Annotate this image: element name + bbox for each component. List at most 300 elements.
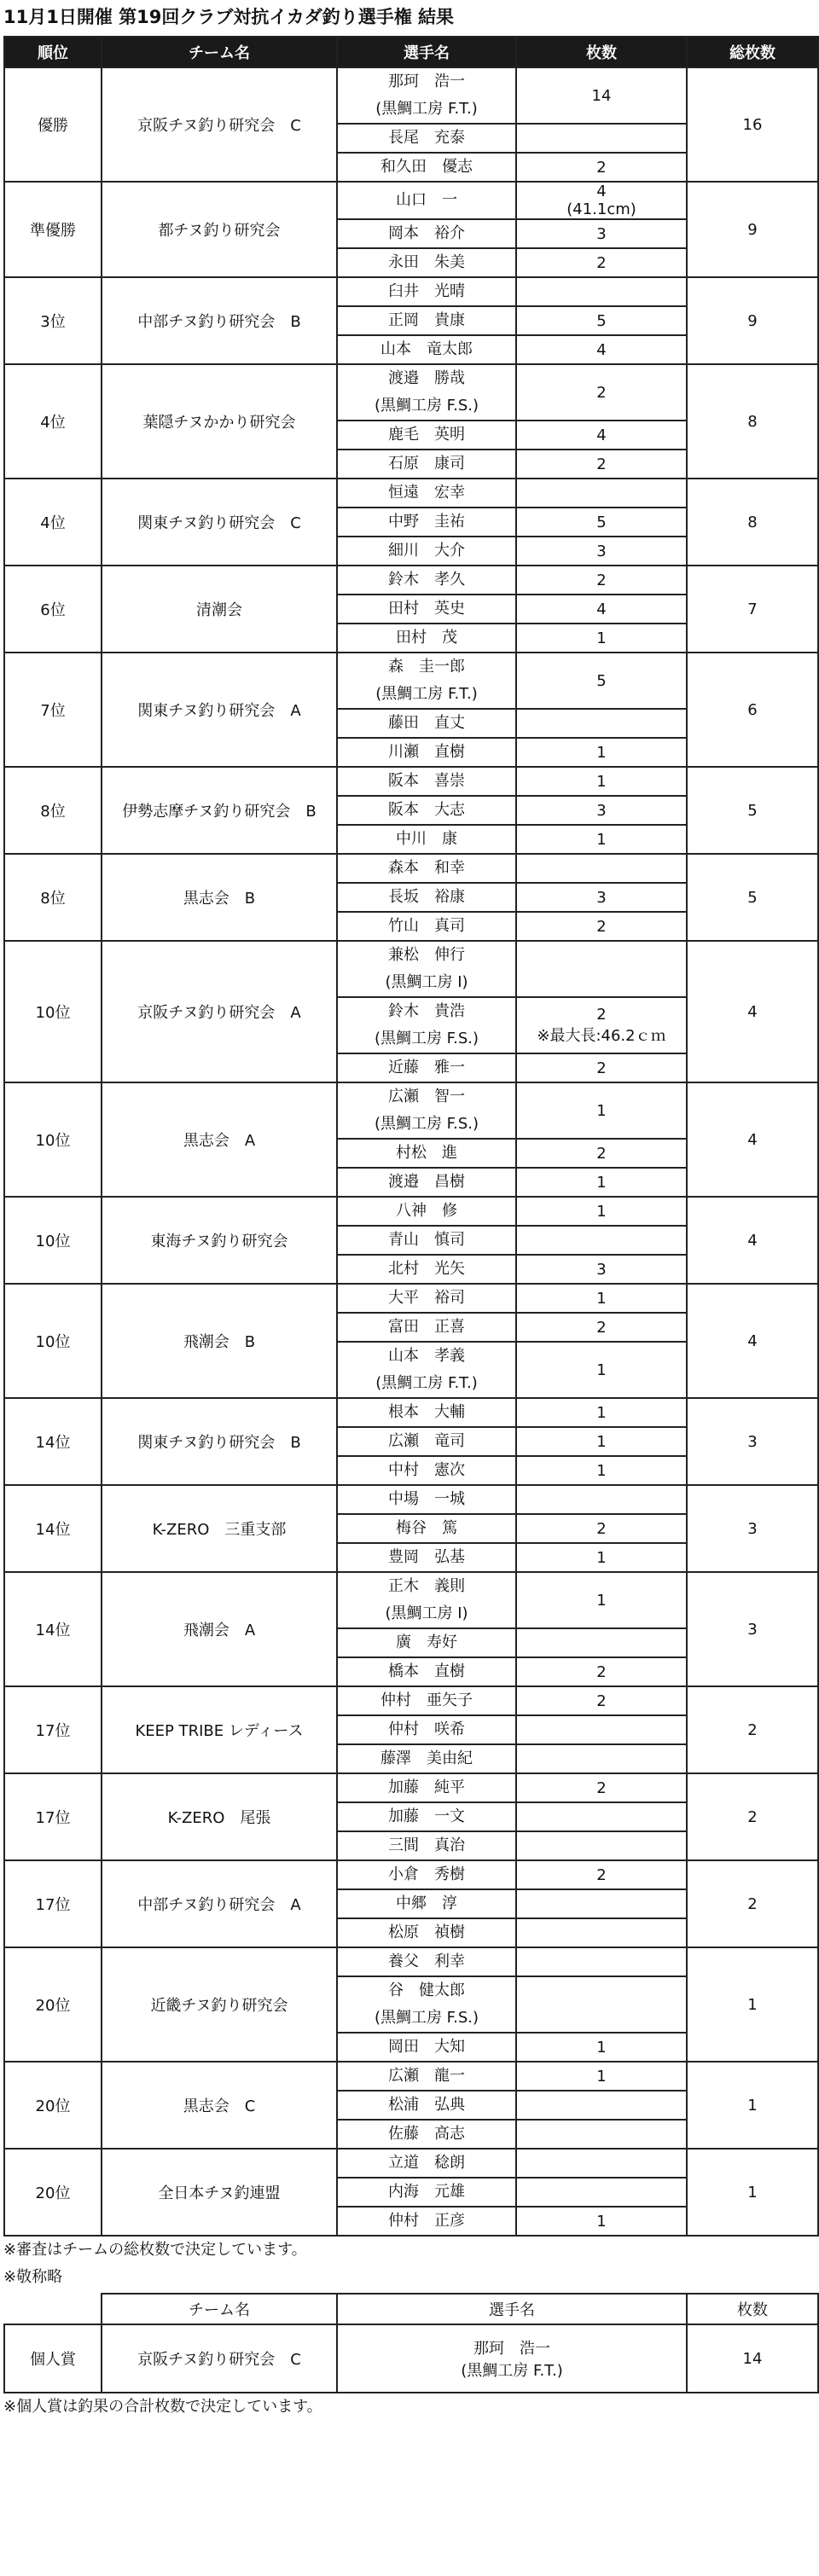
player-name: 中村 憲次	[388, 1461, 465, 1479]
rank-cell: 14位	[4, 1398, 102, 1485]
table-row	[4, 1398, 818, 1427]
count-cell	[516, 1715, 687, 1744]
table-row	[4, 1860, 818, 1889]
results-table	[3, 36, 819, 2237]
player-cell	[337, 1976, 516, 2033]
player-cell	[337, 1657, 516, 1686]
rank-cell: 4位	[4, 364, 102, 479]
table-row	[4, 182, 818, 219]
table-row	[4, 1947, 818, 1976]
player-cell	[337, 182, 516, 219]
count-value: 1	[596, 1591, 607, 1610]
rank-cell: 準優勝	[4, 182, 102, 277]
player-name: 青山 慎司	[388, 1231, 465, 1249]
table-row	[4, 566, 818, 595]
total-cell: 1	[687, 1947, 818, 2062]
player-cell	[337, 277, 516, 306]
player-name: 根本 大輔	[388, 1403, 465, 1421]
count-cell	[516, 2091, 687, 2120]
table-row	[4, 1773, 818, 1802]
player-cell	[337, 883, 516, 912]
table-row	[4, 767, 818, 796]
count-value: 5	[596, 311, 607, 330]
count-cell	[516, 941, 687, 997]
table-row	[4, 364, 818, 421]
count-cell	[516, 2207, 687, 2236]
player-affiliation: (黒鯛工房 F.T.)	[375, 100, 478, 118]
player-name: 谷 健太郎	[388, 1981, 465, 1999]
count-cell	[516, 1485, 687, 1514]
player-name: 田村 茂	[396, 629, 457, 647]
individual-header-count: 枚数	[687, 2294, 818, 2324]
player-cell	[337, 796, 516, 825]
player-cell	[337, 1255, 516, 1284]
count-cell	[516, 997, 687, 1053]
total-cell: 4	[687, 1197, 818, 1284]
player-name: 阪本 大志	[388, 801, 465, 819]
count-cell	[516, 1773, 687, 1802]
player-cell	[337, 1485, 516, 1514]
count-cell	[516, 653, 687, 709]
player-name: 兼松 伸行	[388, 946, 465, 964]
player-cell	[337, 1744, 516, 1773]
count-cell	[516, 624, 687, 653]
player-cell	[337, 364, 516, 421]
player-cell	[337, 1342, 516, 1398]
count-value: 1	[596, 1461, 607, 1480]
total-cell: 2	[687, 1860, 818, 1947]
count-cell	[516, 1053, 687, 1082]
count-cell	[516, 883, 687, 912]
team-cell: 都チヌ釣り研究会	[102, 182, 337, 277]
count-cell	[516, 2033, 687, 2062]
count-value: 3	[596, 801, 607, 820]
count-cell	[516, 2120, 687, 2149]
rank-cell: 3位	[4, 277, 102, 364]
player-affiliation: (黒鯛工房 F.S.)	[374, 2009, 479, 2027]
count-value: 2	[596, 1865, 607, 1884]
player-name: 中郷 淳	[396, 1894, 457, 1912]
total-cell: 16	[687, 67, 818, 182]
player-name: 橋本 直樹	[388, 1662, 465, 1680]
rank-cell: 20位	[4, 2149, 102, 2236]
header-player: 選手名	[337, 37, 516, 67]
player-cell	[337, 1226, 516, 1255]
rank-cell: 14位	[4, 1572, 102, 1686]
player-cell	[337, 1053, 516, 1082]
player-name: 中野 圭祐	[388, 513, 465, 531]
table-row	[4, 1686, 818, 1715]
team-cell: K-ZERO 尾張	[102, 1773, 337, 1860]
player-affiliation: (黒鯛工房 F.S.)	[374, 1030, 479, 1047]
team-cell: 京阪チヌ釣り研究会 A	[102, 941, 337, 1082]
player-cell	[337, 2062, 516, 2091]
player-cell	[337, 450, 516, 479]
player-name: 山本 孝義	[388, 1347, 465, 1365]
player-name: 松原 禎樹	[388, 1923, 465, 1941]
note-individual: ※個人賞は釣果の合計枚数で決定しています。	[3, 2398, 322, 2416]
header-row	[4, 37, 818, 67]
player-name: 山口 一	[396, 191, 457, 209]
player-cell	[337, 421, 516, 450]
total-cell: 8	[687, 479, 818, 566]
count-value: 1	[596, 1403, 607, 1422]
count-cell	[516, 450, 687, 479]
count-cell	[516, 1947, 687, 1976]
player-name: 渡邉 昌樹	[388, 1173, 465, 1191]
player-cell	[337, 219, 516, 248]
team-cell: 飛潮会 A	[102, 1572, 337, 1686]
count-value: 2	[596, 1519, 607, 1538]
page-title: 11月1日開催 第19回クラブ対抗イカダ釣り選手権 結果	[3, 7, 455, 27]
count-cell	[516, 182, 687, 219]
count-value: 1	[596, 1173, 607, 1192]
team-cell: 黒志会 A	[102, 1082, 337, 1197]
count-cell	[516, 1168, 687, 1197]
total-cell: 1	[687, 2149, 818, 2236]
count-cell	[516, 1543, 687, 1572]
table-row	[4, 653, 818, 709]
count-cell	[516, 1889, 687, 1918]
team-cell: 近畿チヌ釣り研究会	[102, 1947, 337, 2062]
player-name: 石原 康司	[388, 455, 465, 473]
player-cell	[337, 1313, 516, 1342]
player-cell	[337, 653, 516, 709]
table-row	[4, 941, 818, 997]
count-cell	[516, 1514, 687, 1543]
count-value: 14	[591, 86, 612, 105]
total-cell: 9	[687, 277, 818, 364]
player-name: 小倉 秀樹	[388, 1865, 465, 1883]
count-cell	[516, 1572, 687, 1628]
team-cell: 黒志会 B	[102, 854, 337, 941]
player-cell	[337, 1543, 516, 1572]
player-cell	[337, 738, 516, 767]
player-cell	[337, 1802, 516, 1831]
count-cell	[516, 537, 687, 566]
rank-cell: 4位	[4, 479, 102, 566]
player-affiliation: (黒鯛工房 F.T.)	[375, 1374, 478, 1392]
count-cell	[516, 738, 687, 767]
player-name: 北村 光矢	[388, 1260, 465, 1278]
player-affiliation: (黒鯛工房 F.S.)	[374, 397, 479, 415]
rank-cell: 10位	[4, 1197, 102, 1284]
count-cell	[516, 508, 687, 537]
count-note: (41.1cm)	[566, 200, 636, 218]
count-value: 2	[596, 917, 607, 936]
table-row	[4, 1284, 818, 1313]
table-row	[4, 1485, 818, 1514]
player-cell	[337, 2120, 516, 2149]
total-cell: 5	[687, 767, 818, 854]
count-value: 1	[596, 743, 607, 762]
count-cell	[516, 1255, 687, 1284]
player-cell	[337, 2178, 516, 2207]
player-name: 三間 真治	[388, 1836, 465, 1854]
count-cell	[516, 1456, 687, 1485]
count-cell	[516, 1226, 687, 1255]
individual-player-cell	[337, 2324, 687, 2393]
player-cell	[337, 335, 516, 364]
player-name: 松浦 弘典	[388, 2096, 465, 2114]
count-value: 2	[596, 1662, 607, 1681]
count-cell	[516, 1628, 687, 1657]
rank-cell: 17位	[4, 1686, 102, 1773]
rank-cell: 14位	[4, 1485, 102, 1572]
count-value: 4	[596, 340, 607, 359]
rank-cell: 10位	[4, 1284, 102, 1398]
individual-header-row	[4, 2294, 818, 2324]
table-row	[4, 67, 818, 124]
player-name: 鹿毛 英明	[388, 426, 465, 444]
player-name: 藤澤 美由紀	[380, 1749, 473, 1767]
player-name: 近藤 雅一	[388, 1059, 465, 1076]
total-cell: 3	[687, 1572, 818, 1686]
player-cell	[337, 1947, 516, 1976]
team-cell: 葉隠チヌかかり研究会	[102, 364, 337, 479]
player-name: 大平 裕司	[388, 1289, 465, 1307]
player-cell	[337, 2207, 516, 2236]
count-value: 1	[596, 1289, 607, 1308]
player-name: 広瀬 龍一	[388, 2067, 465, 2085]
player-cell	[337, 508, 516, 537]
count-value: 4	[596, 426, 607, 444]
team-cell: 関東チヌ釣り研究会 A	[102, 653, 337, 767]
total-cell: 3	[687, 1398, 818, 1485]
rank-cell: 10位	[4, 1082, 102, 1197]
player-name: 仲村 咲希	[388, 1720, 465, 1738]
count-value: 2	[596, 1059, 607, 1077]
individual-header-player: 選手名	[337, 2294, 687, 2324]
table-row	[4, 1197, 818, 1226]
count-value: 2	[596, 455, 607, 473]
count-cell	[516, 1398, 687, 1427]
count-cell	[516, 277, 687, 306]
player-name: 正木 義則	[388, 1577, 465, 1595]
header-rank: 順位	[4, 37, 102, 67]
player-cell	[337, 1284, 516, 1313]
individual-award-table	[3, 2293, 819, 2393]
player-cell	[337, 1197, 516, 1226]
individual-team: 京阪チヌ釣り研究会 C	[102, 2324, 337, 2393]
team-cell: 中部チヌ釣り研究会 B	[102, 277, 337, 364]
player-name: 豊岡 弘基	[388, 1548, 465, 1566]
player-cell	[337, 941, 516, 997]
count-cell	[516, 1342, 687, 1398]
player-cell	[337, 2033, 516, 2062]
player-name: 養父 利幸	[388, 1952, 465, 1970]
player-cell	[337, 1831, 516, 1860]
player-cell	[337, 1889, 516, 1918]
player-name: 佐藤 高志	[388, 2125, 465, 2143]
team-cell: KEEP TRIBE レディース	[102, 1686, 337, 1773]
count-cell	[516, 1802, 687, 1831]
player-affiliation: (黒鯛工房 I)	[385, 973, 468, 991]
count-cell	[516, 1313, 687, 1342]
player-name: 竹山 真司	[388, 917, 465, 935]
player-affiliation: (黒鯛工房 F.S.)	[374, 1115, 479, 1133]
team-cell: 清潮会	[102, 566, 337, 653]
header-count: 枚数	[516, 37, 687, 67]
count-value: 1	[596, 1548, 607, 1567]
total-cell: 4	[687, 941, 818, 1082]
player-name: 長坂 裕康	[388, 888, 465, 906]
team-cell: 関東チヌ釣り研究会 C	[102, 479, 337, 566]
player-name: 正岡 貴康	[388, 311, 465, 329]
total-cell: 2	[687, 1686, 818, 1773]
count-cell	[516, 306, 687, 335]
count-cell	[516, 1427, 687, 1456]
table-row	[4, 479, 818, 508]
player-name: 仲村 正彦	[388, 2212, 465, 2230]
player-name: 細川 大介	[388, 542, 465, 560]
individual-player: 那珂 浩一	[473, 2340, 550, 2358]
header-team: チーム名	[102, 37, 337, 67]
count-cell	[516, 912, 687, 941]
player-cell	[337, 306, 516, 335]
player-cell	[337, 1427, 516, 1456]
player-name: 岡本 裕介	[388, 224, 465, 242]
player-cell	[337, 2149, 516, 2178]
player-cell	[337, 709, 516, 738]
count-value: 2	[596, 1144, 607, 1163]
count-cell	[516, 1744, 687, 1773]
count-cell	[516, 479, 687, 508]
rank-cell: 6位	[4, 566, 102, 653]
team-cell: 東海チヌ釣り研究会	[102, 1197, 337, 1284]
player-name: 広瀬 竜司	[388, 1432, 465, 1450]
count-cell	[516, 335, 687, 364]
count-value: 3	[596, 1260, 607, 1279]
count-cell	[516, 421, 687, 450]
player-name: 仲村 亜矢子	[380, 1691, 473, 1709]
count-value: 4	[596, 183, 607, 200]
player-cell	[337, 153, 516, 182]
player-name: 広瀬 智一	[388, 1088, 465, 1105]
count-value: 2	[596, 253, 607, 272]
player-cell	[337, 2091, 516, 2120]
count-cell	[516, 1918, 687, 1947]
results-body	[4, 67, 818, 2236]
rank-cell: 8位	[4, 854, 102, 941]
player-cell	[337, 479, 516, 508]
player-name: 渡邉 勝哉	[388, 369, 465, 387]
count-value: 4	[596, 600, 607, 618]
player-cell	[337, 124, 516, 153]
player-name: 加藤 一文	[388, 1807, 465, 1825]
count-cell	[516, 2149, 687, 2178]
player-name: 森本 和幸	[388, 859, 465, 877]
note-honorifics: ※敬称略	[3, 2268, 63, 2286]
total-cell: 8	[687, 364, 818, 479]
player-cell	[337, 1139, 516, 1168]
table-row	[4, 2062, 818, 2091]
count-cell	[516, 1197, 687, 1226]
count-cell	[516, 709, 687, 738]
count-value: 5	[596, 513, 607, 531]
player-name: 那珂 浩一	[388, 73, 465, 90]
count-cell	[516, 566, 687, 595]
count-cell	[516, 1082, 687, 1139]
player-name: 臼井 光晴	[388, 282, 465, 300]
count-value: 1	[596, 2067, 607, 2086]
count-cell	[516, 1139, 687, 1168]
player-name: 山本 竜太郎	[380, 340, 473, 358]
count-value: 3	[596, 224, 607, 243]
player-name: 中場 一城	[388, 1490, 465, 1508]
player-name: 村松 進	[396, 1144, 457, 1162]
individual-count: 14	[687, 2324, 818, 2393]
count-cell	[516, 796, 687, 825]
table-row	[4, 1572, 818, 1628]
table-row	[4, 277, 818, 306]
player-cell	[337, 997, 516, 1053]
team-cell: 全日本チヌ釣連盟	[102, 2149, 337, 2236]
player-affiliation: (黒鯛工房 F.T.)	[375, 685, 478, 703]
team-cell: 飛潮会 B	[102, 1284, 337, 1398]
player-name: 阪本 喜崇	[388, 772, 465, 790]
count-value: 2	[596, 1691, 607, 1710]
count-cell	[516, 1686, 687, 1715]
count-value: 2	[596, 571, 607, 589]
total-cell: 9	[687, 182, 818, 277]
count-value: 2	[596, 1005, 607, 1024]
count-cell	[516, 364, 687, 421]
count-cell	[516, 595, 687, 624]
rank-cell: 7位	[4, 653, 102, 767]
player-name: 立道 稔朗	[388, 2154, 465, 2172]
count-cell	[516, 219, 687, 248]
player-name: 梅谷 篤	[396, 1519, 457, 1537]
individual-label: 個人賞	[4, 2324, 102, 2393]
player-cell	[337, 1514, 516, 1543]
count-value: 2	[596, 158, 607, 177]
count-cell	[516, 1860, 687, 1889]
player-name: 永田 朱美	[388, 253, 465, 271]
player-cell	[337, 1628, 516, 1657]
player-name: 長尾 充泰	[388, 129, 465, 147]
player-name: 八神 修	[396, 1202, 457, 1220]
team-cell: 京阪チヌ釣り研究会 C	[102, 67, 337, 182]
player-cell	[337, 1686, 516, 1715]
player-cell	[337, 1456, 516, 1485]
team-cell: K-ZERO 三重支部	[102, 1485, 337, 1572]
count-cell	[516, 825, 687, 854]
player-cell	[337, 1572, 516, 1628]
rank-cell: 17位	[4, 1860, 102, 1947]
count-value: 1	[596, 629, 607, 647]
count-value: 1	[596, 2038, 607, 2057]
player-name: 藤田 直丈	[388, 714, 465, 732]
rank-cell: 20位	[4, 1947, 102, 2062]
total-cell: 4	[687, 1284, 818, 1398]
player-cell	[337, 1860, 516, 1889]
total-cell: 5	[687, 854, 818, 941]
team-cell: 中部チヌ釣り研究会 A	[102, 1860, 337, 1947]
player-cell	[337, 537, 516, 566]
count-value: 1	[596, 1202, 607, 1221]
player-cell	[337, 1715, 516, 1744]
player-name: 鈴木 貴浩	[388, 1002, 465, 1020]
player-cell	[337, 1168, 516, 1197]
player-affiliation: (黒鯛工房 I)	[385, 1604, 468, 1622]
rank-cell: 20位	[4, 2062, 102, 2149]
note-judging: ※審査はチームの総枚数で決定しています。	[3, 2241, 307, 2259]
count-value: 3	[596, 888, 607, 907]
count-cell	[516, 854, 687, 883]
total-cell: 3	[687, 1485, 818, 1572]
player-cell	[337, 1918, 516, 1947]
